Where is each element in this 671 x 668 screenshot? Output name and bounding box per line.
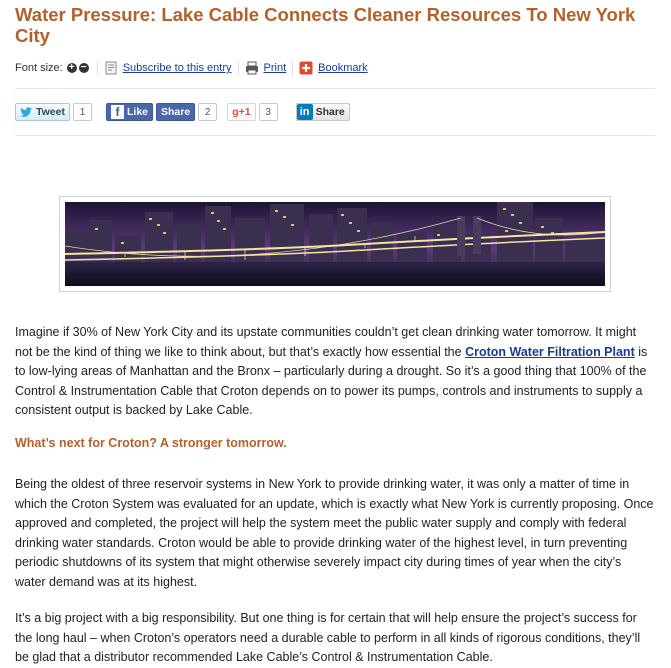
article-paragraph (15, 323, 655, 421)
tweet-count: 1 (73, 103, 92, 121)
gplus-count: 3 (259, 103, 278, 121)
linkedin-label: Share (315, 106, 345, 118)
share-bar (15, 102, 350, 122)
rss-document-icon[interactable] (104, 61, 118, 75)
paragraph-text: Imagine if 30% of New York City and its upstate communities couldn’t get clean drinking water tomorrow. It might not be the kind of thing we like to think about, but that’s exactly how essential the (15, 325, 637, 359)
article-paragraph: Being the oldest of three reservoir systems in New York to provide drinking water, it was only a matter of time in which the Croton System was evaluated for an update, which is exactly what New York is currently proposing. Once approved and completed, the project will help the system meet the public water supply and comply with federal drinking water standards. Croton would be able to provide drinking water of the highest level, in turn preventing periodic shutdowns of its system that might otherwise severely impact city during times of year when the city’s water demand was at its highest. (15, 477, 654, 589)
gplus-label: +1 (238, 106, 251, 118)
paragraph-text: is to low-lying areas of Manhattan and the Bronx – particularly during a drought. So it’s a good thing that 100% of the Control & Instrumentation Cable that Croton depends on to power its pumps, controls and instruments to supply a consistent output is backed by Lake Cable. (15, 344, 648, 417)
divider (292, 61, 293, 75)
tweet-button[interactable] (15, 103, 70, 121)
facebook-like-button[interactable] (106, 103, 153, 121)
minus-circle-icon[interactable]: − (79, 63, 89, 73)
section-heading: What’s next for Croton? A stronger tomorrow. (15, 436, 287, 450)
font-size-label: Font size: (15, 62, 63, 74)
croton-plant-link[interactable]: Croton Water Filtration Plant (465, 344, 635, 359)
divider (15, 88, 655, 89)
like-label: Like (126, 106, 148, 118)
plus-square-icon[interactable] (299, 61, 313, 75)
linkedin-share-button[interactable] (296, 103, 350, 121)
google-plus-icon: g (232, 106, 239, 118)
article-paragraph: It’s a big project with a big responsibility. But one thing is for certain that will help ensure the project’s success for the long haul – when Croton’s operators need a durable cable to perform in all kinds of rigorous conditions, they’ll be glad that a distributor recommended Lake Cable’s Control & Instrumentation Cable. (15, 611, 641, 664)
article-banner (59, 196, 611, 292)
facebook-icon: f (111, 105, 124, 119)
printer-icon[interactable] (245, 61, 259, 75)
divider (15, 135, 655, 136)
facebook-count: 2 (198, 103, 217, 121)
subscribe-link[interactable]: Subscribe to this entry (122, 62, 232, 74)
bookmark-link[interactable]: Bookmark (318, 62, 368, 74)
google-plus-button[interactable] (227, 103, 255, 121)
facebook-share-label: Share (161, 106, 191, 118)
twitter-bird-icon (20, 107, 33, 118)
divider (238, 61, 239, 75)
print-link[interactable]: Print (263, 62, 287, 74)
facebook-share-button[interactable] (156, 103, 195, 121)
plus-circle-icon[interactable]: + (67, 63, 77, 73)
article-tools (15, 60, 368, 76)
linkedin-icon: in (297, 104, 313, 120)
tweet-label: Tweet (36, 106, 65, 118)
city-bridge-image (65, 202, 605, 286)
divider (97, 61, 98, 75)
page-title: Water Pressure: Lake Cable Connects Cleaner Resources To New York City (15, 4, 636, 46)
